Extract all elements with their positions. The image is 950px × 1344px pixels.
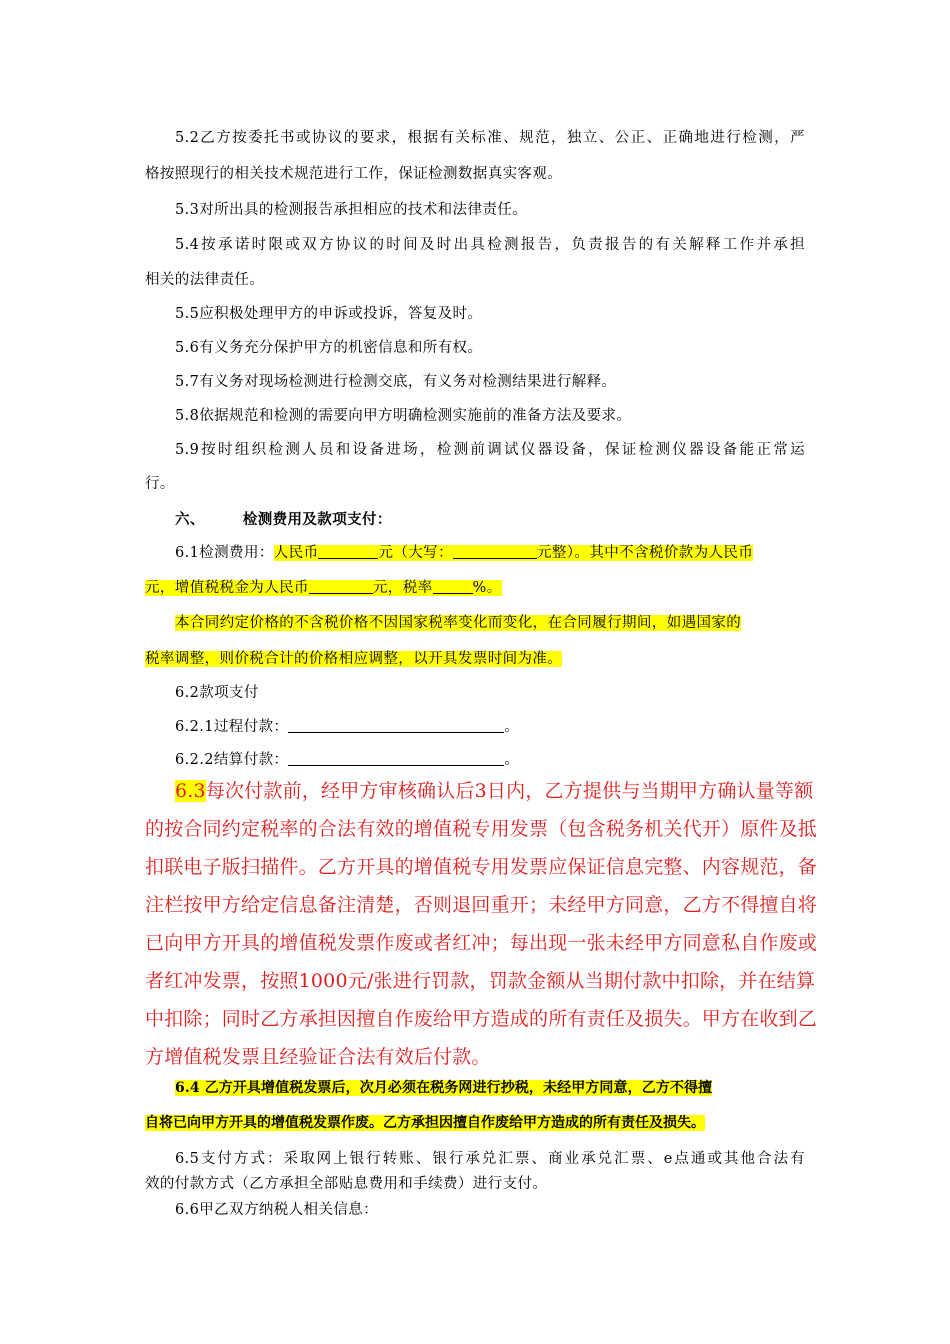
- capital-amount-blank[interactable]: [453, 544, 537, 560]
- clause-5-4-line-2: 相关的法律责任。: [145, 272, 265, 288]
- rmb-label: 人民币: [273, 545, 319, 561]
- clause-6-5-line-1: 6.5支付方式：采取网上银行转账、银行承兑汇票、商业承兑汇票、e点通或其他合法有: [175, 1151, 805, 1167]
- clause-5-6: 5.6有义务充分保护甲方的机密信息和所有权。: [175, 340, 483, 356]
- section-6-heading: [175, 508, 835, 529]
- clause-6-3-line-1: [175, 776, 814, 803]
- capital-label: 元（大写：: [378, 545, 453, 561]
- clause-5-3: 5.3对所出具的检测报告承担相应的技术和法律责任。: [175, 202, 528, 218]
- clause-6-3-line-3: 扣联电子版扫描件。乙方开具的增值税专用发票应保证信息完整、内容规范，备: [145, 856, 818, 878]
- tax-clause-line-2: [145, 647, 805, 668]
- clause-6-4-line-1: [175, 1077, 805, 1097]
- clause-6-1-highlight: [274, 545, 753, 561]
- tax-rate-label: 元，税率: [372, 580, 433, 596]
- clause-6-1-highlight-2: [145, 580, 502, 596]
- clause-6-3-text-1: 每次付款前，经甲方审核确认后3日内，乙方提供与当期甲方确认量等额: [205, 780, 814, 802]
- clause-6-4-text-2: 自将已向甲方开具的增值税发票作废。乙方承担因擅自作废给甲方造成的所有责任及损失。: [145, 1115, 705, 1131]
- clause-6-2-1: [175, 715, 835, 736]
- tax-clause-text-2: 税率调整，则价税合计的价格相应调整，以开具发票时间为准。: [145, 651, 563, 667]
- clause-6-5-line-2: 效的付款方式（乙方承担全部贴息费用和手续费）进行支付。: [145, 1176, 548, 1192]
- amount-blank[interactable]: [318, 544, 378, 560]
- tax-clause-line-1: [175, 611, 835, 632]
- clause-6-3-line-6: 者红冲发票，按照1000元/张进行罚款，罚款金额从当期付款中扣除，并在结算: [145, 970, 816, 992]
- tax-amount-label: 元，增值税税金为人民币: [145, 580, 309, 596]
- clause-6-3-line-7: 中扣除；同时乙方承担因擅自作废给甲方造成的所有责任及损失。甲方在收到乙: [145, 1008, 818, 1030]
- clause-6-2: 6.2款项支付: [175, 685, 259, 701]
- tax-amount-blank[interactable]: [309, 579, 373, 595]
- clause-6-2-2: [175, 748, 835, 769]
- period-2: 。: [504, 752, 520, 768]
- clause-5-4-line-1: 5.4按承诺时限或双方协议的时间及时出具检测报告，负责报告的有关解释工作并承担: [175, 237, 805, 253]
- clause-6-3-line-2: 的按合同约定税率的合法有效的增值税专用发票（包含税务机关代开）原件及抵: [145, 818, 818, 840]
- clause-6-3-line-4: 注栏按甲方给定信息备注清楚，否则退回重开；未经甲方同意，乙方不得擅自将: [145, 894, 818, 916]
- tax-rate-blank[interactable]: [433, 579, 473, 595]
- process-payment-blank[interactable]: [288, 718, 504, 734]
- clause-5-5: 5.5应积极处理甲方的申诉或投诉，答复及时。: [175, 306, 483, 322]
- clause-6-3-line-5: 已向甲方开具的增值税发票作废或者红冲；每出现一张未经甲方同意私自作废或: [145, 932, 818, 954]
- section-6-title: 检测费用及款项支付：: [242, 511, 392, 528]
- clause-6-3-number: 6.3: [175, 780, 206, 802]
- clause-5-9-line-1: 5.9按时组织检测人员和设备进场，检测前调试仪器设备，保证检测仪器设备能正常运: [175, 442, 805, 458]
- clause-6-4-line-2: [145, 1112, 805, 1132]
- period-1: 。: [504, 719, 520, 735]
- process-payment-label: 6.2.1过程付款：: [175, 719, 289, 735]
- settlement-payment-blank[interactable]: [288, 751, 504, 767]
- percent-sign: %。: [472, 580, 502, 596]
- clause-5-7: 5.7有义务对现场检测进行检测交底，有义务对检测结果进行解释。: [175, 374, 617, 390]
- clause-6-1-line-1: [175, 541, 835, 562]
- clause-5-2-line-1: 5.2乙方按委托书或协议的要求，根据有关标准、规范，独立、公正、正确地进行检测，严: [175, 130, 805, 146]
- clause-6-1-prefix: 6.1检测费用：: [175, 545, 274, 561]
- clause-6-3-line-8: 方增值税发票且经验证合法有效后付款。: [145, 1046, 491, 1068]
- clause-5-8: 5.8依据规范和检测的需要向甲方明确检测实施前的准备方法及要求。: [175, 408, 632, 424]
- clause-6-4-text-1: 6.4 乙方开具增值税发票后，次月必须在税务网进行抄税，未经甲方同意，乙方不得擅: [175, 1080, 713, 1096]
- clause-6-6: 6.6甲乙双方纳税人相关信息：: [175, 1202, 379, 1218]
- clause-5-9-line-2: 行。: [145, 476, 175, 492]
- tax-clause-text-1: 本合同约定价格的不含税价格不因国家税率变化而变化，在合同履行期间，如遇国家的: [175, 615, 742, 631]
- section-6-number: 六、: [175, 511, 205, 528]
- settlement-payment-label: 6.2.2结算付款：: [175, 752, 289, 768]
- clause-5-2-line-2: 格按照现行的相关技术规范进行工作，保证检测数据真实客观。: [145, 166, 563, 182]
- clause-6-1-line-2: [145, 576, 805, 597]
- net-price-label: 元整）。其中不含税价款为人民币: [536, 545, 754, 561]
